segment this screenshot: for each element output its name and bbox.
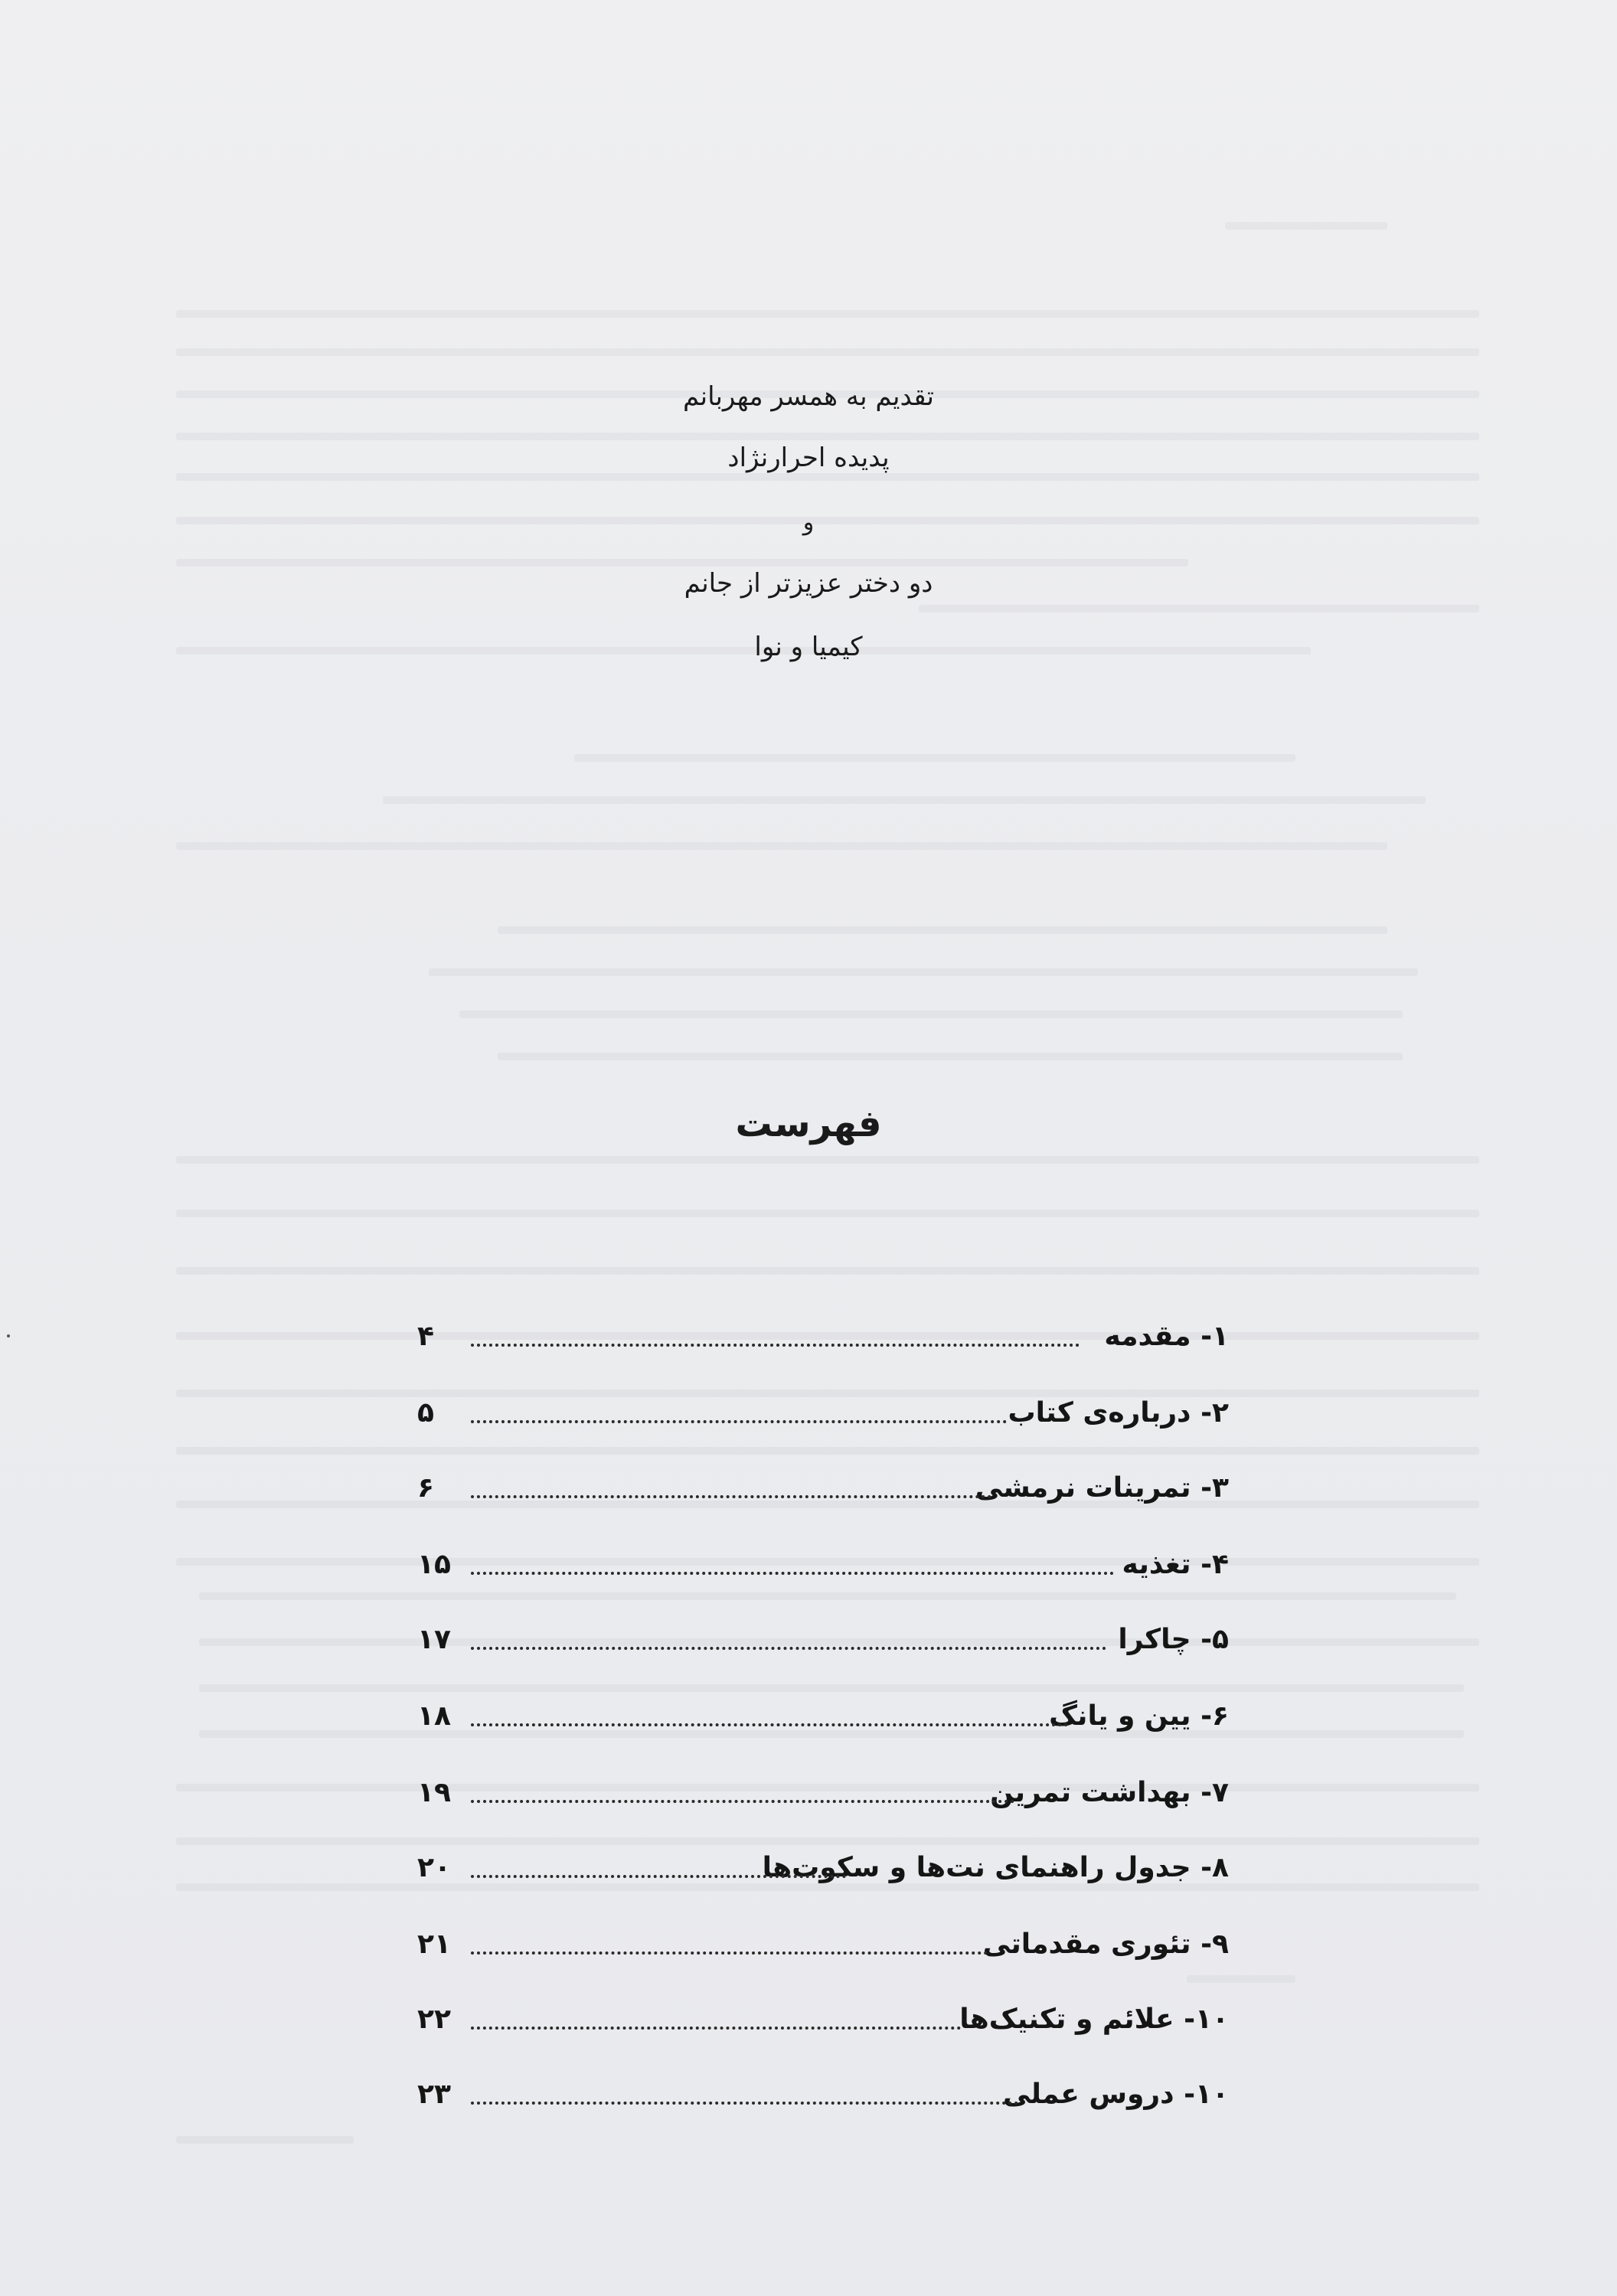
toc-title: فهرست: [735, 1102, 882, 1145]
toc-leader-dots: [471, 1572, 1114, 1575]
toc-row[interactable]: [417, 1321, 1229, 1367]
toc-leader-dots: [471, 1495, 991, 1498]
toc-item-label: ۶- یین و یانگ: [1049, 1700, 1229, 1732]
toc-leader-dots: [471, 1875, 846, 1878]
toc-row[interactable]: [417, 1549, 1229, 1595]
toc-item-label: ۸- جدول راهنمای نت‌ها و سکوت‌ها: [762, 1852, 1229, 1883]
toc-leader-dots: [471, 1800, 1014, 1803]
toc-row[interactable]: [417, 2004, 1229, 2049]
toc-row[interactable]: [417, 1472, 1229, 1518]
dedication-line-4: دو دختر عزیزتر از جانم: [684, 568, 933, 599]
toc-row[interactable]: [417, 1700, 1229, 1746]
toc-item-label: ۹- تئوری مقدماتی: [982, 1929, 1229, 1960]
toc-leader-dots: [471, 1344, 1080, 1347]
toc-leader-dots: [471, 1951, 988, 1955]
toc-leader-dots: [471, 1723, 1068, 1726]
toc-item-label: ۱۰- دروس عملی: [1002, 2079, 1229, 2110]
toc-item-page: ۶: [417, 1472, 434, 1504]
toc-item-page: ۲۰: [417, 1852, 451, 1883]
toc-item-page: ۲۳: [417, 2079, 451, 2110]
toc-item-label: ۷- بهداشت تمرین: [990, 1777, 1229, 1808]
toc-item-page: ۱۹: [417, 1777, 451, 1808]
toc-row[interactable]: [417, 1777, 1229, 1823]
dedication-line-1: تقدیم به همسر مهربانم: [683, 381, 934, 412]
toc-item-label: ۵- چاکرا: [1118, 1624, 1229, 1655]
toc-row[interactable]: [417, 1929, 1229, 1974]
stray-ink-dot: [7, 1334, 10, 1337]
toc-item-label: ۱- مقدمه: [1104, 1321, 1229, 1352]
toc-leader-dots: [471, 1647, 1106, 1650]
toc-row[interactable]: [417, 2079, 1229, 2125]
toc-item-page: ۲۲: [417, 2004, 451, 2035]
dedication-line-5: کیمیا و نوا: [754, 632, 863, 662]
toc-row[interactable]: [417, 1852, 1229, 1898]
toc-item-page: ۴: [417, 1321, 434, 1352]
dedication-line-3: و: [802, 509, 815, 536]
toc-leader-dots: [471, 2027, 961, 2030]
toc-item-label: ۱۰- علائم و تکنیک‌ها: [959, 2004, 1229, 2035]
toc-leader-dots: [471, 1420, 1007, 1423]
toc-item-page: ۵: [417, 1397, 434, 1429]
toc-item-page: ۱۵: [417, 1549, 451, 1580]
toc-item-label: ۴- تغذیه: [1122, 1549, 1229, 1580]
toc-item-label: ۲- درباره‌ی کتاب: [1008, 1397, 1229, 1429]
toc-row[interactable]: [417, 1624, 1229, 1670]
toc-item-page: ۱۸: [417, 1700, 451, 1732]
toc-item-page: ۲۱: [417, 1929, 451, 1960]
toc-item-label: ۳- تمرینات نرمشی: [975, 1472, 1229, 1504]
toc-row[interactable]: [417, 1397, 1229, 1443]
dedication-line-2: پدیده احرارنژاد: [727, 443, 890, 473]
toc-leader-dots: [471, 2102, 1018, 2105]
toc-item-page: ۱۷: [417, 1624, 451, 1655]
